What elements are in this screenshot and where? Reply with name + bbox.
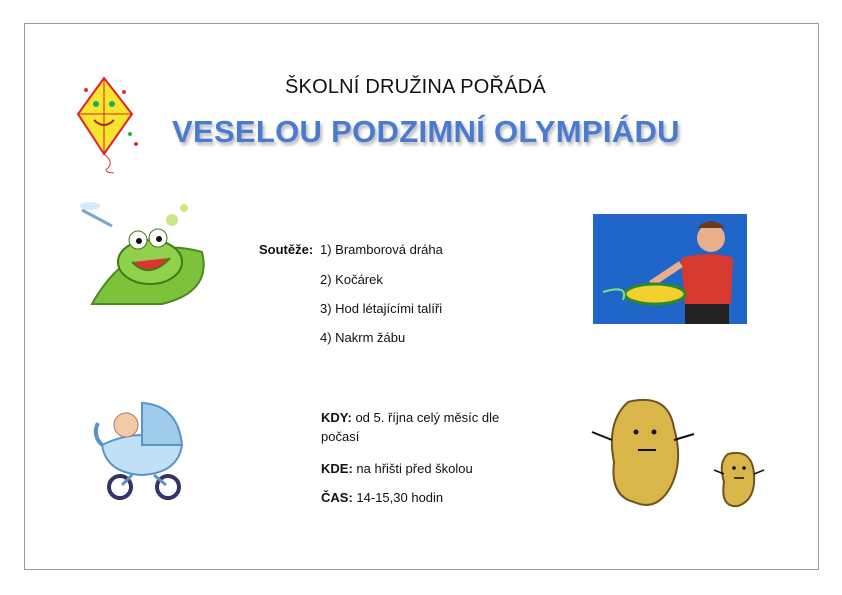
info-where-label: KDE: bbox=[321, 461, 353, 476]
page-title: VESELOU PODZIMNÍ OLYMPIÁDU bbox=[172, 114, 680, 149]
info-time-label: ČAS: bbox=[321, 490, 353, 505]
frisbee-boy-image bbox=[593, 214, 747, 324]
competition-item: 4) Nakrm žábu bbox=[320, 330, 406, 345]
info-when bbox=[321, 408, 541, 446]
competition-item: 2) Kočárek bbox=[320, 272, 383, 287]
info-where-value: na hřišti před školou bbox=[356, 461, 473, 476]
competition-item: 3) Hod létajícími talíři bbox=[320, 301, 443, 316]
info-time bbox=[321, 488, 443, 507]
info-when-label: KDY: bbox=[321, 410, 352, 425]
info-when-value: od 5. října celý měsíc dle počasí bbox=[321, 410, 500, 444]
stroller-icon bbox=[92, 395, 192, 501]
info-time-value: 14-15,30 hodin bbox=[356, 490, 444, 505]
competitions-label: Soutěže: bbox=[259, 242, 314, 257]
page-heading: ŠKOLNÍ DRUŽINA POŘÁDÁ bbox=[285, 76, 546, 98]
info-where bbox=[321, 459, 473, 478]
kite-icon bbox=[74, 74, 154, 174]
competition-item: 1) Bramborová dráha bbox=[320, 242, 443, 257]
frog-icon bbox=[72, 192, 217, 308]
potatoes-icon bbox=[590, 392, 770, 522]
